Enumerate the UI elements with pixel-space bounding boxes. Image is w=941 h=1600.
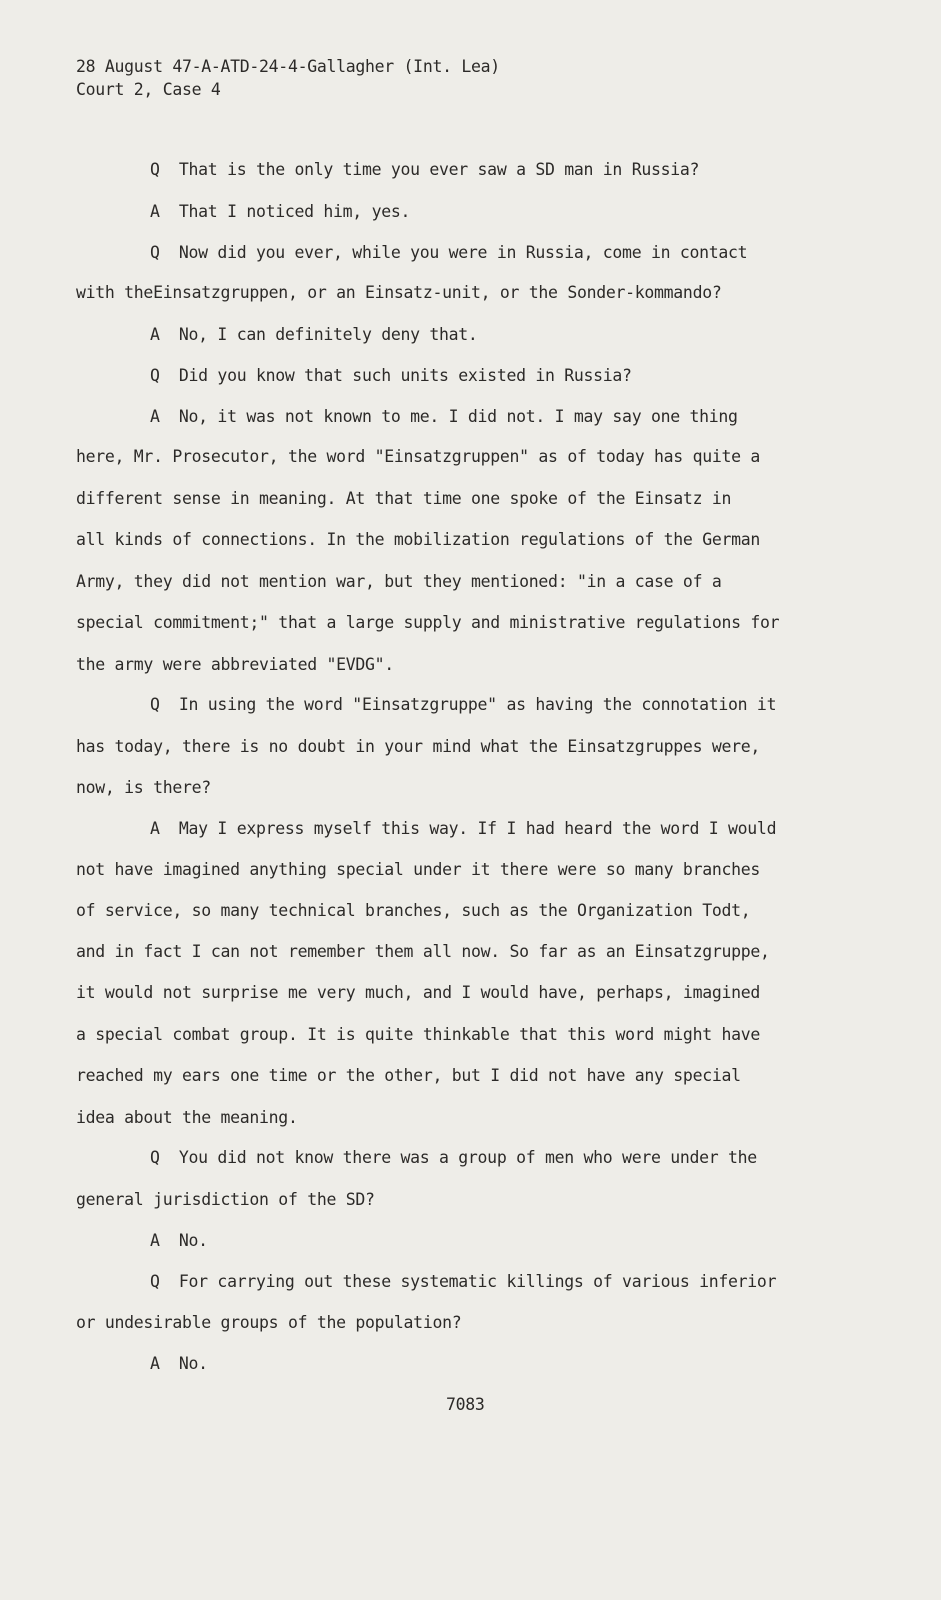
- transcript-line: Army, they did not mention war, but they mentioned: "in a case of a: [76, 572, 722, 591]
- transcript-line: and in fact I can not remember them all now. So far as an Einsatzgruppe,: [76, 942, 770, 961]
- transcript-line: all kinds of connections. In the mobilization regulations of the German: [76, 530, 761, 549]
- transcript-line: it would not surprise me very much, and I would have, perhaps, imagined: [76, 983, 761, 1002]
- transcript-line: now, is there?: [76, 778, 211, 797]
- transcript-line: idea about the meaning.: [76, 1108, 298, 1127]
- transcript-line: Q That is the only time you ever saw a SD man in Russia?: [150, 160, 700, 179]
- transcript-line: the army were abbreviated "EVDG".: [76, 655, 394, 674]
- transcript-line: Q In using the word "Einsatzgruppe" as having the connotation it: [150, 695, 777, 714]
- transcript-line: here, Mr. Prosecutor, the word "Einsatzgruppen" as of today has quite a: [76, 447, 761, 466]
- transcript-line: special commitment;" that a large supply and ministrative regulations for: [76, 613, 780, 632]
- transcript-line: A No, I can definitely deny that.: [150, 325, 478, 344]
- transcript-line: a special combat group. It is quite thinkable that this word might have: [76, 1025, 761, 1044]
- transcript-line: general jurisdiction of the SD?: [76, 1190, 375, 1209]
- transcript-line: A No.: [150, 1354, 208, 1373]
- header-line-1: 28 August 47-A-ATD-24-4-Gallagher (Int. Lea): [76, 57, 500, 76]
- transcript-line: with theEinsatzgruppen, or an Einsatz-unit, or the Sonder-kommando?: [76, 283, 722, 302]
- transcript-line: A No, it was not known to me. I did not. I may say one thing: [150, 407, 738, 426]
- transcript-line: Q Did you know that such units existed in Russia?: [150, 366, 632, 385]
- transcript-line: different sense in meaning. At that time one spoke of the Einsatz in: [76, 489, 732, 508]
- transcript-line: Q Now did you ever, while you were in Russia, come in contact: [150, 243, 748, 262]
- transcript-line: A May I express myself this way. If I had heard the word I would: [150, 819, 777, 838]
- transcript-line: or undesirable groups of the population?: [76, 1313, 462, 1332]
- header-line-2: Court 2, Case 4: [76, 80, 221, 99]
- transcript-line: not have imagined anything special under it there were so many branches: [76, 860, 761, 879]
- transcript-line: A No.: [150, 1231, 208, 1250]
- transcript-line: reached my ears one time or the other, but I did not have any special: [76, 1066, 741, 1085]
- transcript-line: has today, there is no doubt in your mind what the Einsatzgruppes were,: [76, 737, 761, 756]
- transcript-line: Q You did not know there was a group of men who were under the: [150, 1148, 757, 1167]
- transcript-line: of service, so many technical branches, such as the Organization Todt,: [76, 901, 751, 920]
- transcript-line: Q For carrying out these systematic killings of various inferior: [150, 1272, 777, 1291]
- page-number: 7083: [446, 1395, 485, 1414]
- transcript-line: A That I noticed him, yes.: [150, 202, 411, 221]
